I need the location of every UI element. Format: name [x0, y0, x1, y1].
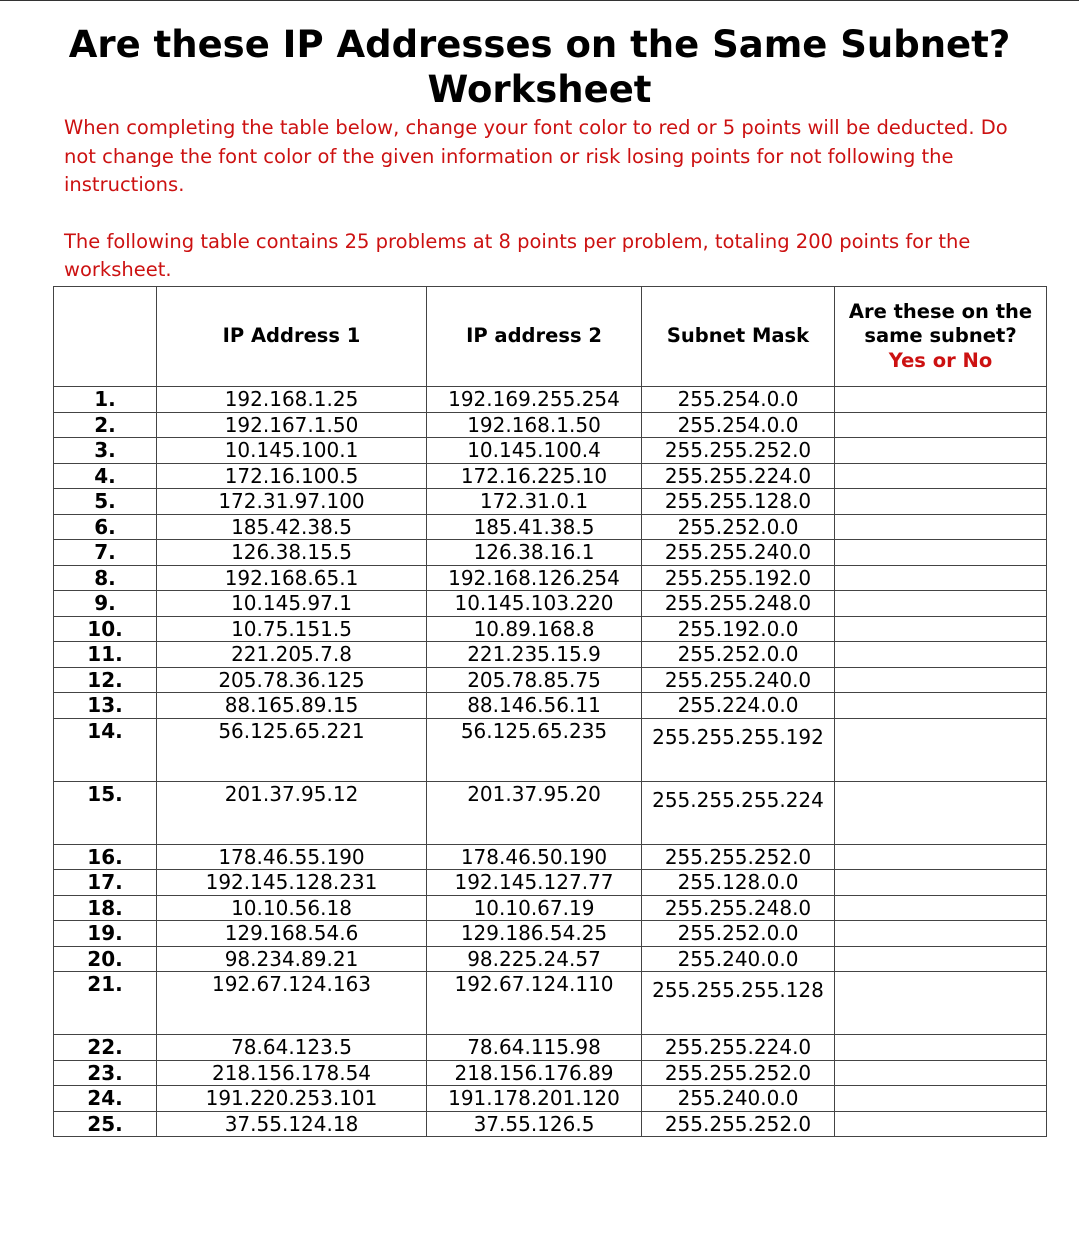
- table-row: [54, 921, 1047, 947]
- ip-address-1-cell: 88.165.89.15: [157, 693, 427, 719]
- row-number: 21.: [54, 972, 157, 1035]
- ip-address-2-cell: 10.145.100.4: [427, 438, 642, 464]
- subnet-mask-cell: 255.255.252.0: [642, 844, 835, 870]
- table-row: [54, 489, 1047, 515]
- row-number: 7.: [54, 540, 157, 566]
- ip-address-2-cell: 192.168.126.254: [427, 565, 642, 591]
- row-number: 1.: [54, 387, 157, 413]
- row-number: 25.: [54, 1111, 157, 1137]
- header-subnet-mask: Subnet Mask: [642, 287, 835, 387]
- ip-address-2-cell: 10.10.67.19: [427, 895, 642, 921]
- instructions-paragraph-2: The following table contains 25 problems at 8 points per problem, totaling 200 points for the worksheet.: [64, 229, 971, 281]
- ip-address-1-cell: 192.168.1.25: [157, 387, 427, 413]
- ip-address-2-cell: 56.125.65.235: [427, 718, 642, 781]
- ip-address-1-cell: 129.168.54.6: [157, 921, 427, 947]
- answer-cell[interactable]: [835, 387, 1047, 413]
- answer-cell[interactable]: [835, 781, 1047, 844]
- subnet-mask-cell: 255.255.240.0: [642, 667, 835, 693]
- answer-cell[interactable]: [835, 921, 1047, 947]
- table-row: [54, 781, 1047, 844]
- answer-cell[interactable]: [835, 972, 1047, 1035]
- subnet-mask-cell: 255.255.252.0: [642, 1060, 835, 1086]
- table-row: [54, 616, 1047, 642]
- subnet-mask-cell: 255.254.0.0: [642, 387, 835, 413]
- row-number: 22.: [54, 1035, 157, 1061]
- ip-address-1-cell: 178.46.55.190: [157, 844, 427, 870]
- table-row: [54, 565, 1047, 591]
- table-row: [54, 540, 1047, 566]
- row-number: 13.: [54, 693, 157, 719]
- row-number: 4.: [54, 463, 157, 489]
- row-number: 11.: [54, 642, 157, 668]
- answer-cell[interactable]: [835, 693, 1047, 719]
- table-row: [54, 514, 1047, 540]
- ip-address-2-cell: 172.16.225.10: [427, 463, 642, 489]
- ip-address-2-cell: 98.225.24.57: [427, 946, 642, 972]
- ip-address-2-cell: 191.178.201.120: [427, 1086, 642, 1112]
- answer-cell[interactable]: [835, 844, 1047, 870]
- answer-cell[interactable]: [835, 1035, 1047, 1061]
- subnet-mask-cell: 255.255.224.0: [642, 463, 835, 489]
- answer-cell[interactable]: [835, 946, 1047, 972]
- row-number: 6.: [54, 514, 157, 540]
- header-ip-address-2: IP address 2: [427, 287, 642, 387]
- row-number: 5.: [54, 489, 157, 515]
- worksheet-table: [53, 286, 1047, 1137]
- answer-cell[interactable]: [835, 514, 1047, 540]
- subnet-mask-cell: 255.255.255.128: [642, 972, 835, 1035]
- subnet-mask-cell: 255.192.0.0: [642, 616, 835, 642]
- row-number: 17.: [54, 870, 157, 896]
- subnet-mask-cell: 255.255.224.0: [642, 1035, 835, 1061]
- table-row: [54, 463, 1047, 489]
- table-header-row: [54, 287, 1047, 387]
- ip-address-2-cell: 10.89.168.8: [427, 616, 642, 642]
- subnet-mask-cell: 255.255.240.0: [642, 540, 835, 566]
- instructions: [64, 114, 1024, 285]
- ip-address-1-cell: 10.75.151.5: [157, 616, 427, 642]
- ip-address-2-cell: 37.55.126.5: [427, 1111, 642, 1137]
- table-row: [54, 591, 1047, 617]
- answer-cell[interactable]: [835, 412, 1047, 438]
- title-line-2: Worksheet: [427, 68, 652, 111]
- ip-address-2-cell: 126.38.16.1: [427, 540, 642, 566]
- ip-address-1-cell: 172.31.97.100: [157, 489, 427, 515]
- ip-address-1-cell: 221.205.7.8: [157, 642, 427, 668]
- row-number: 2.: [54, 412, 157, 438]
- ip-address-1-cell: 192.167.1.50: [157, 412, 427, 438]
- title-line-1: Are these IP Addresses on the Same Subnet?: [68, 23, 1011, 66]
- row-number: 18.: [54, 895, 157, 921]
- ip-address-2-cell: 192.67.124.110: [427, 972, 642, 1035]
- subnet-mask-cell: 255.224.0.0: [642, 693, 835, 719]
- ip-address-2-cell: 221.235.15.9: [427, 642, 642, 668]
- answer-cell[interactable]: [835, 438, 1047, 464]
- ip-address-2-cell: 201.37.95.20: [427, 781, 642, 844]
- subnet-mask-cell: 255.252.0.0: [642, 921, 835, 947]
- answer-cell[interactable]: [835, 565, 1047, 591]
- ip-address-1-cell: 10.145.97.1: [157, 591, 427, 617]
- answer-cell[interactable]: [835, 463, 1047, 489]
- row-number: 8.: [54, 565, 157, 591]
- table-row: [54, 1060, 1047, 1086]
- header-ip-address-1: IP Address 1: [157, 287, 427, 387]
- row-number: 23.: [54, 1060, 157, 1086]
- ip-address-2-cell: 10.145.103.220: [427, 591, 642, 617]
- ip-address-1-cell: 78.64.123.5: [157, 1035, 427, 1061]
- instructions-paragraph-1: When completing the table below, change your font color to red or 5 points will be deducted. Do not change the font color of the given information or risk losing points for not following the instructions.: [64, 116, 1008, 196]
- row-number: 10.: [54, 616, 157, 642]
- answer-cell[interactable]: [835, 718, 1047, 781]
- subnet-mask-cell: 255.254.0.0: [642, 412, 835, 438]
- header-number: [54, 287, 157, 387]
- table-row: [54, 1086, 1047, 1112]
- row-number: 15.: [54, 781, 157, 844]
- subnet-mask-cell: 255.255.252.0: [642, 1111, 835, 1137]
- table-row: [54, 844, 1047, 870]
- ip-address-1-cell: 205.78.36.125: [157, 667, 427, 693]
- ip-address-1-cell: 191.220.253.101: [157, 1086, 427, 1112]
- subnet-mask-cell: 255.240.0.0: [642, 1086, 835, 1112]
- table-row: [54, 946, 1047, 972]
- table-row: [54, 412, 1047, 438]
- ip-address-1-cell: 192.67.124.163: [157, 972, 427, 1035]
- subnet-mask-cell: 255.128.0.0: [642, 870, 835, 896]
- row-number: 20.: [54, 946, 157, 972]
- answer-cell[interactable]: [835, 489, 1047, 515]
- header-same-subnet-question: Are these on the same subnet?: [848, 299, 1033, 348]
- ip-address-2-cell: 129.186.54.25: [427, 921, 642, 947]
- ip-address-1-cell: 98.234.89.21: [157, 946, 427, 972]
- ip-address-1-cell: 185.42.38.5: [157, 514, 427, 540]
- ip-address-1-cell: 201.37.95.12: [157, 781, 427, 844]
- table-row: [54, 693, 1047, 719]
- answer-cell[interactable]: [835, 642, 1047, 668]
- row-number: 16.: [54, 844, 157, 870]
- ip-address-1-cell: 172.16.100.5: [157, 463, 427, 489]
- answer-cell[interactable]: [835, 616, 1047, 642]
- table-row: [54, 642, 1047, 668]
- table-row: [54, 438, 1047, 464]
- subnet-mask-cell: 255.252.0.0: [642, 514, 835, 540]
- subnet-mask-cell: 255.255.252.0: [642, 438, 835, 464]
- answer-cell[interactable]: [835, 1086, 1047, 1112]
- answer-cell[interactable]: [835, 540, 1047, 566]
- ip-address-2-cell: 78.64.115.98: [427, 1035, 642, 1061]
- ip-address-1-cell: 10.145.100.1: [157, 438, 427, 464]
- ip-address-2-cell: 178.46.50.190: [427, 844, 642, 870]
- row-number: 19.: [54, 921, 157, 947]
- table-row: [54, 1035, 1047, 1061]
- page-title: [0, 22, 1079, 112]
- ip-address-2-cell: 205.78.85.75: [427, 667, 642, 693]
- ip-address-2-cell: 192.168.1.50: [427, 412, 642, 438]
- row-number: 3.: [54, 438, 157, 464]
- ip-address-2-cell: 185.41.38.5: [427, 514, 642, 540]
- row-number: 14.: [54, 718, 157, 781]
- table-row: [54, 870, 1047, 896]
- ip-address-2-cell: 172.31.0.1: [427, 489, 642, 515]
- row-number: 24.: [54, 1086, 157, 1112]
- subnet-mask-cell: 255.255.255.192: [642, 718, 835, 781]
- answer-cell[interactable]: [835, 1060, 1047, 1086]
- table-row: [54, 718, 1047, 781]
- ip-address-2-cell: 192.145.127.77: [427, 870, 642, 896]
- subnet-mask-cell: 255.255.255.224: [642, 781, 835, 844]
- ip-address-1-cell: 192.168.65.1: [157, 565, 427, 591]
- subnet-mask-cell: 255.240.0.0: [642, 946, 835, 972]
- subnet-mask-cell: 255.252.0.0: [642, 642, 835, 668]
- answer-cell[interactable]: [835, 667, 1047, 693]
- subnet-mask-cell: 255.255.248.0: [642, 895, 835, 921]
- table-row: [54, 387, 1047, 413]
- top-border-line: [0, 0, 1079, 1]
- answer-cell[interactable]: [835, 1111, 1047, 1137]
- ip-address-1-cell: 10.10.56.18: [157, 895, 427, 921]
- ip-address-2-cell: 218.156.176.89: [427, 1060, 642, 1086]
- answer-cell[interactable]: [835, 591, 1047, 617]
- header-yes-no-options: Yes or No: [888, 348, 993, 372]
- ip-address-1-cell: 192.145.128.231: [157, 870, 427, 896]
- table-row: [54, 895, 1047, 921]
- ip-address-1-cell: 37.55.124.18: [157, 1111, 427, 1137]
- table-row: [54, 667, 1047, 693]
- answer-cell[interactable]: [835, 870, 1047, 896]
- row-number: 12.: [54, 667, 157, 693]
- table-body: [54, 387, 1047, 1137]
- answer-cell[interactable]: [835, 895, 1047, 921]
- table-row: [54, 1111, 1047, 1137]
- row-number: 9.: [54, 591, 157, 617]
- ip-address-2-cell: 192.169.255.254: [427, 387, 642, 413]
- ip-address-1-cell: 218.156.178.54: [157, 1060, 427, 1086]
- ip-address-1-cell: 56.125.65.221: [157, 718, 427, 781]
- subnet-mask-cell: 255.255.192.0: [642, 565, 835, 591]
- header-same-subnet: [835, 287, 1047, 387]
- ip-address-1-cell: 126.38.15.5: [157, 540, 427, 566]
- subnet-mask-cell: 255.255.248.0: [642, 591, 835, 617]
- ip-address-2-cell: 88.146.56.11: [427, 693, 642, 719]
- subnet-mask-cell: 255.255.128.0: [642, 489, 835, 515]
- table-row: [54, 972, 1047, 1035]
